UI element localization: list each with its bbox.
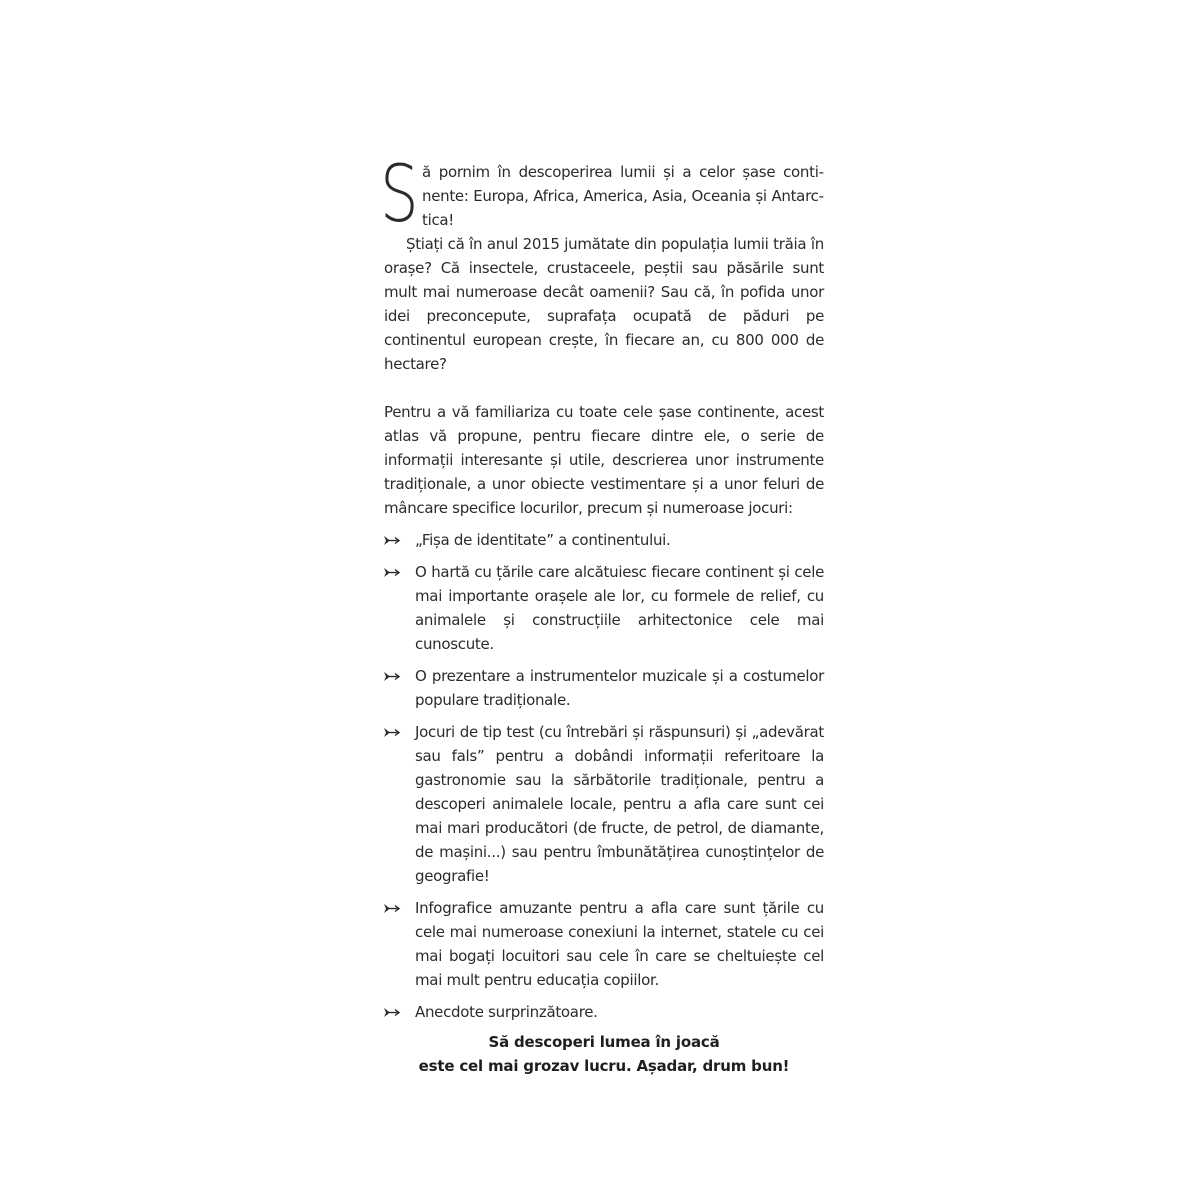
list-item	[384, 1000, 824, 1024]
description-paragraph: Pentru a vă familiariza cu toate cele șase continente, acest atlas vă propune, pentru fiecare dintre ele, o serie de informații interesante și utile, descrierea unor instrumente tradiționale, a unor obiecte vestimentare și a unor feluri de mâncare specifice locurilor, precum și numeroase jocuri:	[384, 403, 824, 517]
double-arrow-icon	[384, 568, 402, 577]
list-item	[384, 528, 824, 552]
double-arrow-icon	[384, 1008, 402, 1017]
list-item	[384, 560, 824, 656]
list-item-text: Jocuri de tip test (cu întrebări și răspunsuri) și „adevărat sau fals” pentru a dobândi informații referitoare la gastronomie sau la sărbătorile tradiționale, pentru a descoperi animalele locale, pentru a afla care sunt cei mai mari producători (de fructe, de petrol, de diamante, de mașini...) sau pentru îmbunătățirea cunoștințelor de geografie!	[415, 723, 824, 885]
double-arrow-icon	[384, 728, 402, 737]
list-item	[384, 664, 824, 712]
closing-line-2: este cel mai grozav lucru. Așadar, drum bun!	[418, 1057, 790, 1075]
double-arrow-icon	[384, 672, 402, 681]
list-item-text: „Fișa de identitate” a continentului.	[415, 531, 671, 549]
list-item-text: O prezentare a instrumentelor muzicale și a costumelor populare tradiționale.	[415, 667, 824, 709]
closing-statement	[384, 1030, 824, 1078]
list-item-text: O hartă cu țările care alcătuiesc fiecare continent și cele mai importante orașele ale lor, cu formele de relief, cu animalele și construcțiile arhitectonice cele mai cunoscute.	[415, 563, 824, 653]
intro-paragraph-1	[380, 150, 824, 240]
double-arrow-icon	[384, 904, 402, 913]
intro-paragraph-1-text: ă pornim în descoperirea lumii și a celor șase continente: Europa, Africa, America, Asia, Oceania și Antarctica!	[422, 163, 824, 229]
list-item	[384, 896, 824, 992]
double-arrow-icon	[384, 536, 402, 545]
feature-list	[384, 528, 824, 1024]
closing-line-1: Să descoperi lumea în joacă	[488, 1033, 720, 1051]
intro-page-content	[380, 150, 824, 1032]
list-item	[384, 720, 824, 888]
paragraph-gap	[384, 376, 824, 400]
list-item-text: Anecdote surprinzătoare.	[415, 1003, 598, 1021]
intro-paragraph-2: Știați că în anul 2015 jumătate din populația lumii trăia în orașe? Că insectele, crustaceele, peștii sau păsările sunt mult mai numeroase decât oamenii? Sau că, în pofida unor idei preconcepute, suprafața ocupată de păduri pe continentul european crește, în fiecare an, cu 800 000 de hectare?	[384, 235, 824, 373]
list-item-text: Infografice amuzante pentru a afla care sunt țările cu cele mai numeroase conexiuni la internet, statele cu cei mai bogați locuitori sau cele în care se cheltuiește cel mai mult pentru educația copiilor.	[415, 899, 824, 989]
dropcap-letter: S	[380, 150, 419, 240]
